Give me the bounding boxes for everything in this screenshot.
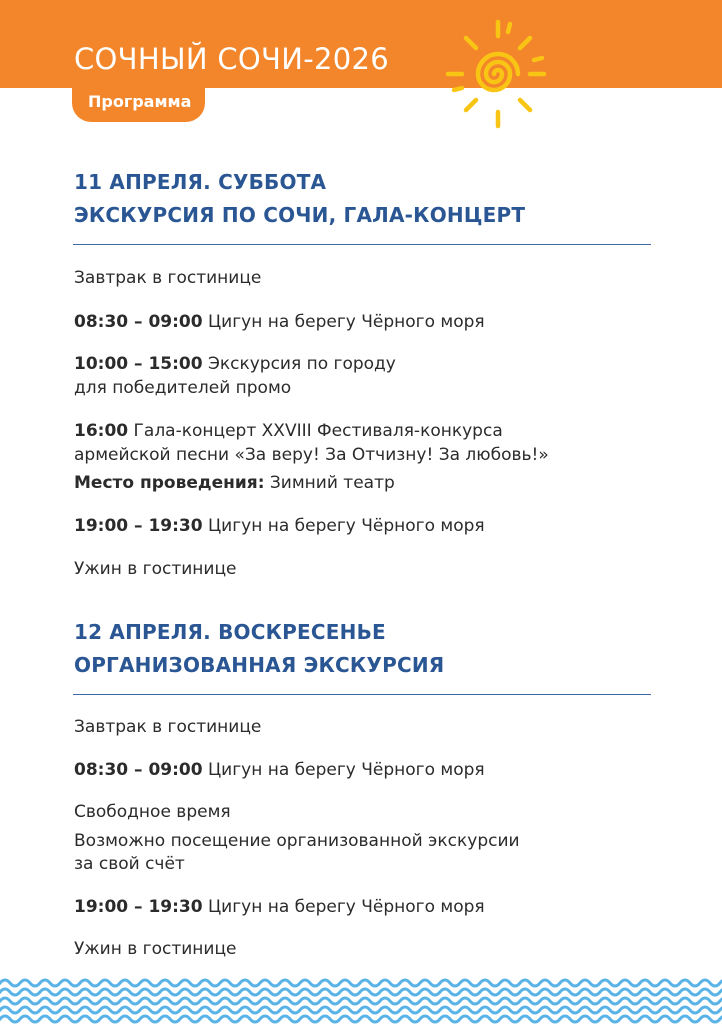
schedule-item: Завтрак в гостинице [74,268,262,288]
day-heading-title: ОРГАНИЗОВАННАЯ ЭКСКУРСИЯ [74,653,445,677]
divider [73,244,651,245]
divider [73,694,651,695]
schedule-item: 08:30 – 09:00 Цигун на берегу Чёрного моря [74,760,485,780]
schedule-item: Возможно посещение организованной экскурсии [74,831,520,851]
wave-line [0,1016,722,1022]
schedule-item-cont: для победителей промо [74,378,292,398]
schedule-item: Свободное время [74,802,231,822]
wave-line [0,989,722,995]
page-title: СОЧНЫЙ СОЧИ-2026 [74,42,389,76]
wave-line [0,998,722,1004]
schedule-item: Ужин в гостинице [74,939,237,959]
wave-line [0,1007,722,1013]
wave-line [0,980,722,986]
day-heading-date: 11 АПРЕЛЯ. СУББОТА [74,170,327,194]
schedule-item: 08:30 – 09:00 Цигун на берегу Чёрного моря [74,312,485,332]
schedule-item: 19:00 – 19:30 Цигун на берегу Чёрного моря [74,516,485,536]
schedule-item-cont: за свой счёт [74,854,185,874]
program-badge: Программа [72,84,205,122]
schedule-item: Завтрак в гостинице [74,717,262,737]
day-heading-date: 12 АПРЕЛЯ. ВОСКРЕСЕНЬЕ [74,620,386,644]
day-heading-title: ЭКСКУРСИЯ ПО СОЧИ, ГАЛА-КОНЦЕРТ [74,203,526,227]
schedule-item: 19:00 – 19:30 Цигун на берегу Чёрного моря [74,897,485,917]
venue-line: Место проведения: Зимний театр [74,473,395,493]
wave-decoration [0,975,722,1024]
schedule-item-cont: армейской песни «За веру! За Отчизну! За любовь!» [74,445,549,465]
schedule-item: 10:00 – 15:00 Экскурсия по городу [74,354,396,374]
sun-icon [440,18,550,130]
schedule-item: Ужин в гостинице [74,559,237,579]
schedule-item: 16:00 Гала-концерт XXVIII Фестиваля-конкурса [74,421,503,441]
